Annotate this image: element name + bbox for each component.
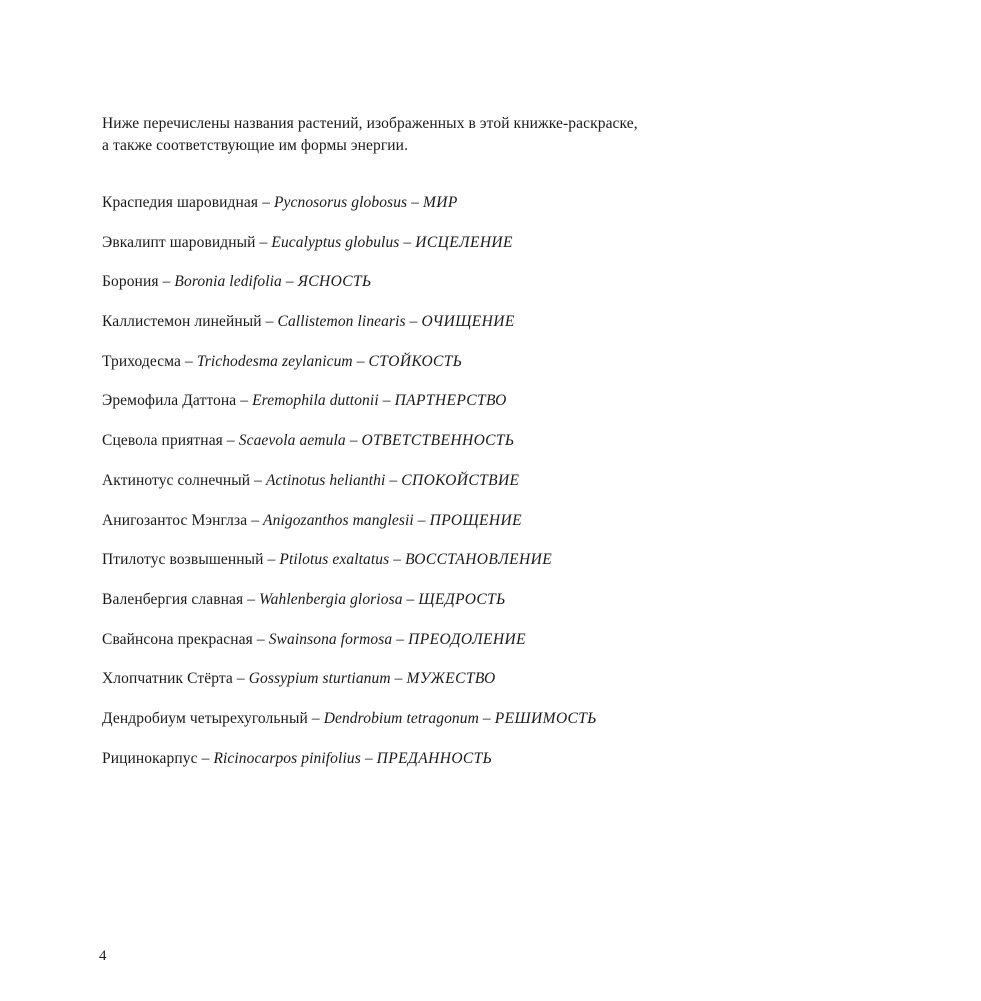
plant-entry [102,192,902,232]
dash-separator: – [285,273,294,291]
plant-entry [102,390,902,430]
intro-line: Ниже перечислены названия растений, изображенных в этой книжке-раскраске, [102,115,638,132]
dash-separator: – [254,471,262,489]
plant-entry [102,629,902,669]
plant-energy: ПАРТНЕРСТВО [394,392,507,410]
plant-latin-name: Scaevola aemula [238,432,346,450]
plant-energy: ПРЕОДОЛЕНИЕ [408,630,526,648]
plant-russian-name: Каллистемон линейный [102,313,262,331]
plant-latin-name: Eucalyptus globulus [271,233,400,251]
plant-entry [102,430,902,470]
dash-separator: – [247,590,256,608]
plant-russian-name: Свайнсона прекрасная [102,630,253,648]
plant-russian-name: Актинотус солнечный [102,471,251,489]
intro-line: а также соответствующие им формы энергии. [102,137,409,154]
plant-energy: ЯСНОСТЬ [297,273,372,291]
dash-separator: – [364,749,373,767]
intro-paragraph [102,113,862,157]
dash-separator: – [265,313,274,331]
plant-entry [102,549,902,589]
page-number: 4 [99,948,107,964]
plant-russian-name: Дендробиум четырехугольный [102,709,308,727]
plant-russian-name: Эвкалипт шаровидный [102,233,256,251]
plant-latin-name: Pycnosorus globosus [273,194,408,211]
dash-separator: – [201,749,210,767]
plant-entry [102,470,902,510]
plant-russian-name: Рицинокарпус [102,749,198,767]
plant-energy: ИСЦЕЛЕНИЕ [415,233,513,251]
plant-entry [102,708,902,748]
plant-energy: ОЧИЩЕНИЕ [421,313,515,331]
dash-separator: – [251,511,260,529]
plant-entry [102,668,902,708]
plant-latin-name: Callistemon linearis [277,313,406,331]
plant-entry [102,748,902,788]
plant-entry [102,510,902,550]
dash-separator: – [389,471,398,489]
plant-russian-name: Краспедия шаровидная [102,194,259,211]
dash-separator: – [226,432,235,450]
plant-latin-name: Ptilotus exaltatus [279,551,390,569]
plant-energy: ПРЕДАННОСТЬ [376,749,493,767]
dash-separator: – [411,194,420,211]
plant-energy: МУЖЕСТВО [406,670,496,688]
plant-list [102,192,902,787]
dash-separator: – [236,670,245,688]
dash-separator: – [259,233,268,251]
dash-separator: – [262,194,270,211]
plant-russian-name: Анигозантос Мэнглза [102,511,248,529]
dash-separator: – [356,352,365,370]
plant-energy: ОТВЕТСТВЕННОСТЬ [361,432,515,450]
plant-latin-name: Swainsona formosa [268,630,393,648]
plant-energy: РЕШИМОСТЬ [494,709,597,727]
plant-russian-name: Триходесма [102,352,181,370]
plant-latin-name: Wahlenbergia gloriosa [259,590,403,608]
dash-separator: – [409,313,418,331]
plant-entry [102,311,902,351]
plant-latin-name: Gossypium sturtianum [248,670,391,688]
plant-energy: СТОЙКОСТЬ [368,352,463,370]
plant-russian-name: Эремофила Даттона [102,392,237,410]
dash-separator: – [240,392,249,410]
plant-latin-name: Anigozanthos manglesii [263,511,414,529]
dash-separator: – [482,709,491,727]
plant-energy: ВОССТАНОВЛЕНИЕ [405,551,553,569]
plant-latin-name: Boronia ledifolia [174,273,282,291]
dash-separator: – [403,233,412,251]
plant-entry [102,351,902,391]
plant-latin-name: Actinotus helianthi [265,471,386,489]
dash-separator: – [256,630,265,648]
plant-latin-name: Trichodesma zeylanicum [196,352,353,370]
dash-separator: – [311,709,320,727]
plant-energy: СПОКОЙСТВИЕ [401,471,520,489]
plant-russian-name: Хлопчатник Стёрта [102,670,233,688]
dash-separator: – [382,392,391,410]
dash-separator: – [406,590,415,608]
dash-separator: – [417,511,426,529]
dash-separator: – [349,432,358,450]
plant-russian-name: Сцевола приятная [102,432,223,450]
dash-separator: – [267,551,276,569]
plant-russian-name: Валенбергия славная [102,590,244,608]
plant-energy: ЩЕДРОСТЬ [418,590,506,608]
dash-separator: – [162,273,171,291]
plant-energy: ПРОЩЕНИЕ [429,511,522,529]
plant-russian-name: Борония [102,273,159,291]
dash-separator: – [396,630,405,648]
plant-entry [102,232,902,272]
plant-latin-name: Eremophila duttonii [252,392,379,410]
plant-entry [102,271,902,311]
plant-latin-name: Ricinocarpos pinifolius [213,749,361,767]
plant-latin-name: Dendrobium tetragonum [323,709,479,727]
plant-entry [102,589,902,629]
dash-separator: – [393,551,402,569]
plant-russian-name: Птилотус возвышенный [102,551,264,569]
dash-separator: – [394,670,403,688]
plant-energy: МИР [423,194,458,211]
dash-separator: – [184,352,193,370]
